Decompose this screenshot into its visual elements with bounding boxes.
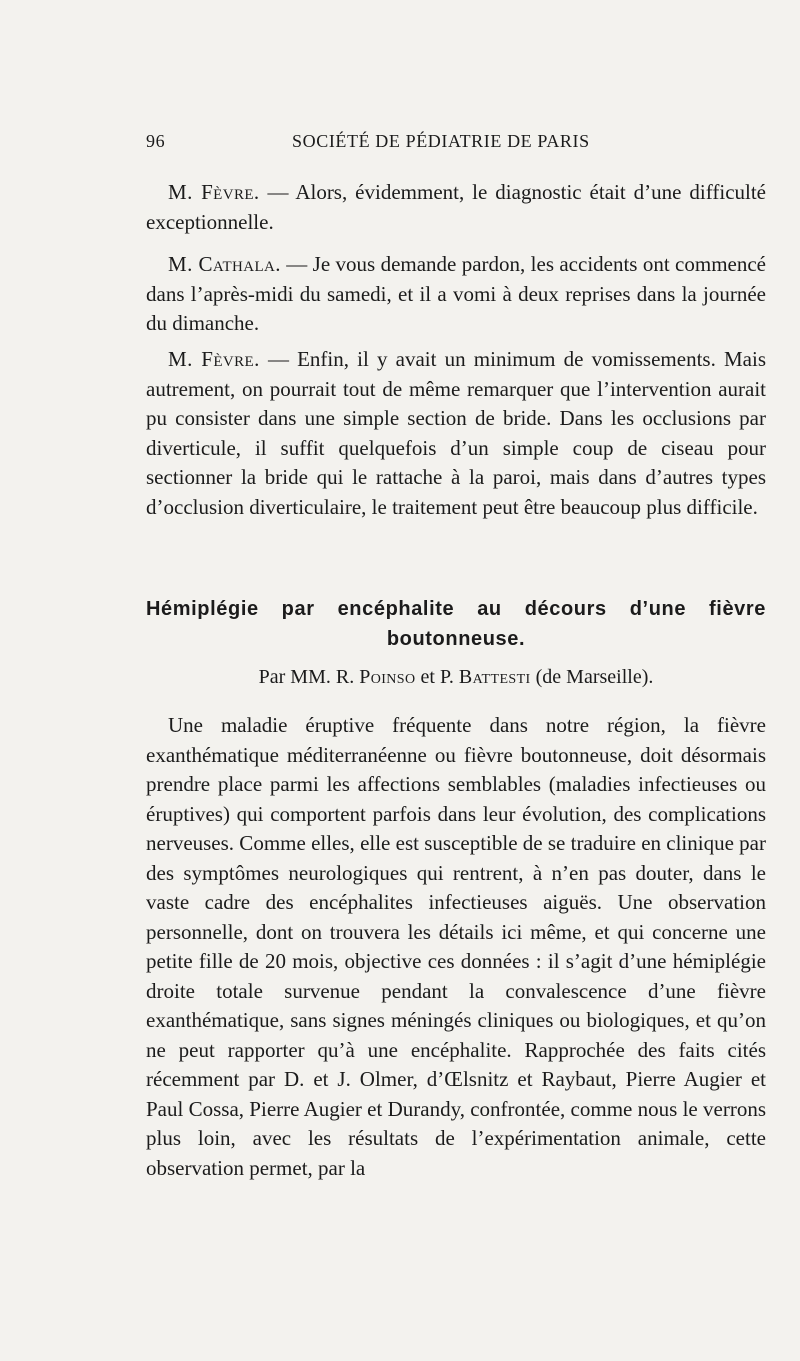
authors-conjunction: et	[415, 666, 440, 688]
article-title	[146, 594, 766, 654]
paragraph-fevre-1	[146, 178, 766, 237]
speaker-name: M. Fèvre.	[168, 347, 260, 371]
running-title: SOCIÉTÉ DE PÉDIATRIE DE PARIS	[292, 131, 590, 151]
paragraph-fevre-2	[146, 345, 766, 522]
authors-prefix: Par MM.	[258, 666, 336, 688]
author-2-name: Battesti	[458, 666, 531, 688]
article-authors	[146, 663, 766, 691]
article-title-line-2: boutonneuse.	[386, 628, 526, 650]
paragraph-text: — Je vous demande pardon, les accidents ont commencé dans l’après-midi du samedi, et il a vomi à deux reprises dans la journée du dimanche.	[146, 252, 766, 335]
paragraph-text: Une maladie éruptive fréquente dans notre région, la fièvre exanthématique méditerranéenne ou fièvre boutonneuse, doit désormais prendre place parmi les affections semblables (maladies infectieuses ou éruptives) qui comportent parfois dans leur évolution, des complications nerveuses. Comme elles, elle est susceptible de se traduire en clinique par des symptômes neurologiques qui rentrent, à n’en pas douter, dans le vaste cadre des encéphalites infectieuses aiguës. Une observation personnelle, dont on trouvera les détails ici même, et qui concerne une petite fille de 20 mois, objective ces données : il s’agit d’une hémiplégie droite totale survenue pendant la convalescence d’une fièvre exanthématique, sans signes méningés cliniques ou biologiques, et qu’on ne peut rapporter qu’à une encéphalite. Rapprochée des faits cités récemment par D. et J. Olmer, d’Œlsnitz et Raybaut, Pierre Augier et Paul Cossa, Pierre Augier et Durandy, confrontée, comme nous le verrons plus loin, avec les résultats de l’expérimentation animale, cette observation permet, par la	[146, 713, 766, 1180]
paragraph-text: — Enfin, il y avait un minimum de vomissements. Mais autrement, on pourrait tout de même remarquer que l’intervention aurait pu consister dans une simple section de bride. Dans les occlusions par diverticule, il suffit quelquefois d’un simple coup de ciseau pour sectionner la bride qui le rattache à la paroi, mais dans d’autres types d’occlusion diverticulaire, le traitement peut être beaucoup plus difficile.	[146, 347, 766, 519]
speaker-name: M. Fèvre.	[168, 180, 260, 204]
article-title-line-1: Hémiplégie par encéphalite au décours d’une fièvre	[146, 598, 766, 620]
author-1-initial: R.	[335, 666, 360, 688]
page-number: 96	[146, 131, 166, 151]
speaker-name: M. Cathala.	[168, 252, 281, 276]
authors-affiliation: (de Marseille).	[530, 666, 654, 688]
paragraph-text: — Alors, évidemment, le diagnostic était d’une difficulté exceptionnelle.	[146, 180, 767, 234]
author-1-name: Poinso	[359, 666, 416, 688]
page-header	[146, 131, 766, 159]
paragraph-cathala	[146, 250, 766, 339]
author-2-initial: P.	[439, 666, 459, 688]
article-body-paragraph	[146, 711, 766, 1183]
